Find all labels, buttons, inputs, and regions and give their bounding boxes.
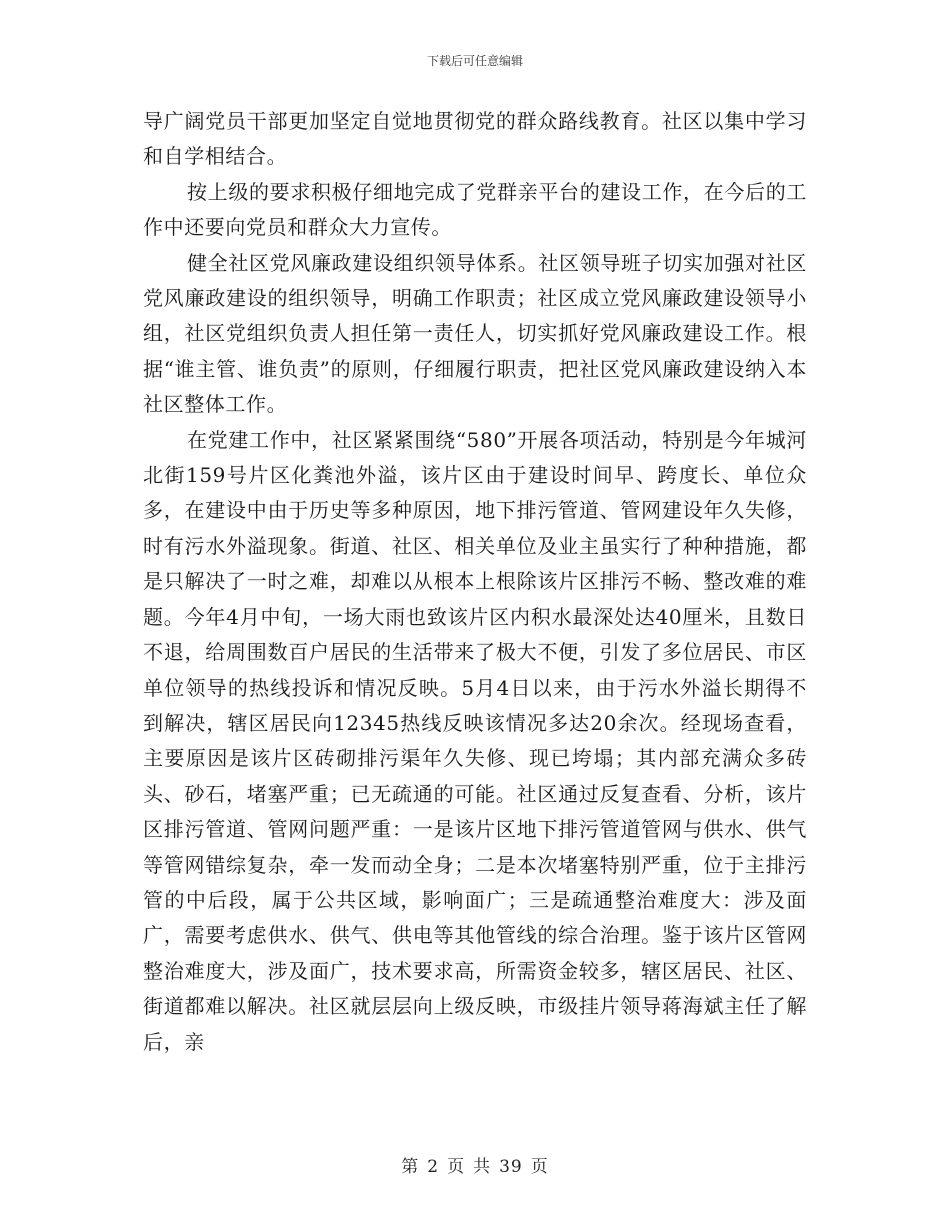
footer-total-pages: 39 (499, 1157, 523, 1177)
footer-total-prefix: 共 (473, 1157, 492, 1177)
footer-page-word: 页 (447, 1157, 466, 1177)
footer-suffix: 页 (530, 1157, 549, 1177)
page-header: 下载后可任意编辑 (426, 54, 523, 68)
document-body (143, 104, 807, 1060)
paragraph-platform: 按上级的要求积极仔细地完成了党群亲平台的建设工作，在今后的工作中还要向党员和群众大力宣传。 (143, 179, 807, 240)
page-footer (0, 1152, 950, 1177)
paragraph-continuation: 导广阔党员干部更加坚定自觉地贯彻党的群众路线教育。社区以集中学习和自学相结合。 (143, 109, 807, 169)
footer-prefix: 第 (401, 1157, 420, 1177)
paragraph-leadership: 健全社区党风廉政建设组织领导体系。社区领导班子切实加强对社区党风廉政建设的组织领导，明确工作职责；社区成立党风廉政建设领导小组，社区党组织负责人担任第一责任人，切实抓好党风廉政建设工作。根据“谁主管、谁负责”的原则，仔细履行职责，把社区党风廉政建设纳入本社区整体工作。 (143, 250, 807, 417)
footer-page-number: 2 (427, 1157, 440, 1177)
paragraph-party-building: 在党建工作中，社区紧紧围绕“580”开展各项活动，特别是今年城河北街159号片区化粪池外溢，该片区由于建设时间早、跨度长、单位众多，在建设中由于历史等多种原因，地下排污管道、管网建设年久失修，时有污水外溢现象。街道、社区、相关单位及业主虽实行了种种措施，都是只解决了一时之难，却难以从根本上根除该片区排污不畅、整改难的难题。今年4月中旬，一场大雨也致该片区内积水最深处达40厘米，且数日不退，给周围数百户居民的生活带来了极大不便，引发了多位居民、市区单位领导的热线投诉和情况反映。5月4日以来，由于污水外溢长期得不到解决，辖区居民向12345热线反映该情况多达20余次。经现场查看，主要原因是该片区砖砌排污渠年久失修、现已垮塌；其内部充满众多砖头、砂石，堵塞严重；已无疏通的可能。社区通过反复查看、分析，该片区排污管道、管网问题严重：一是该片区地下排污管道管网与供水、供气等管网错综复杂，牵一发而动全身；二是本次堵塞特别严重，位于主排污管的中后段，属于公共区域，影响面广；三是疏通整治难度大：涉及面广，需要考虑供水、供气、供电等其他管线的综合治理。鉴于该片区管网整治难度大，涉及面广，技术要求高，所需资金较多，辖区居民、社区、街道都难以解决。社区就层层向上级反映，市级挂片领导蒋海斌主任了解后，亲 (143, 427, 807, 1054)
